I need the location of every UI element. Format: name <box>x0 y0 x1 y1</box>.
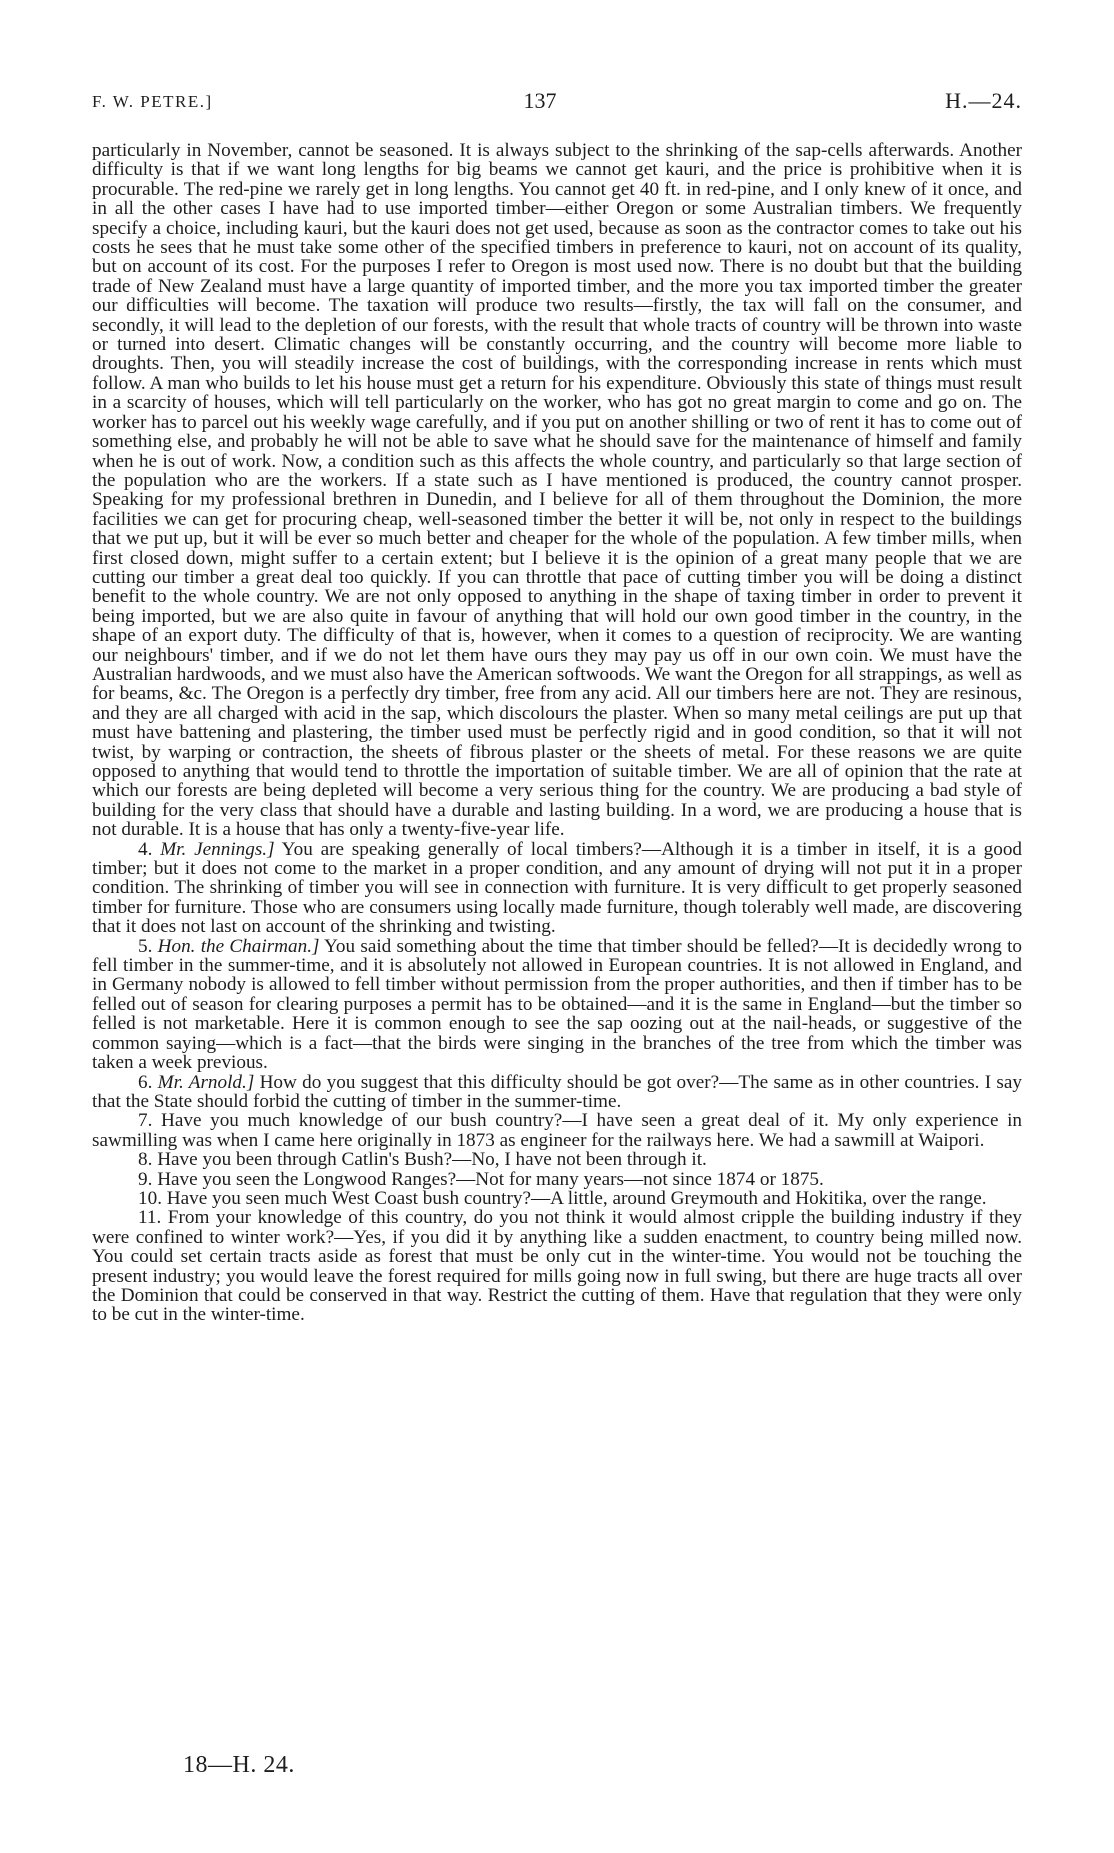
question-number: 11. <box>138 1207 162 1229</box>
question-number: 5. <box>138 935 153 957</box>
speaker-name: Mr. Jennings.] <box>160 838 275 860</box>
question-8 <box>92 1150 1022 1169</box>
question-text: You said something about the time that timber should be felled?—It is decidedly wrong to fell timber in the summer-time, and it is absolutely not allowed in European countries. It is not allowed in England, and in Germany nobody is allowed to fell timber without permission from the proper authorities, and then if timber has to be felled out of season for clearing purposes a permit has to be obtained—and it is the same in England—but the timber so felled is not marketable. Here it is common enough to see the sap oozing out at the nail-heads, or suggestive of the common saying—which is a fact—that the birds were singing in the branches of the tree from which the timber was taken a week previous. <box>92 935 1022 1074</box>
question-text: Have you seen the Longwood Ranges?—Not for many years—not since 1874 or 1875. <box>152 1168 824 1190</box>
question-number: 7. <box>138 1110 153 1132</box>
question-number: 10. <box>138 1187 162 1209</box>
question-text: You are speaking generally of local timbers?—Although it is a timber in itself, it is a good timber; but it does not come to the market in a proper condition, and any amount of drying will not put it in a proper condition. The shrinking of timber you will see in connection with furniture. It is very difficult to get properly seasoned timber for furniture. Those who are consumers using locally made furniture, though tolerably well made, are discovering that it does not last on account of the shrinking and twisting. <box>92 838 1023 938</box>
speaker-name: Mr. Arnold.] <box>157 1071 255 1093</box>
question-6 <box>92 1073 1022 1112</box>
signature-mark: 18—H. 24. <box>183 1752 295 1778</box>
question-text: Have you much knowledge of our bush country?—I have seen a great deal of it. My only experience in sawmilling was when I came here originally in 1873 as engineer for the railways here. We had a sawmill at Waipori. <box>92 1110 1022 1151</box>
question-4 <box>92 840 1022 937</box>
page-header <box>92 86 1022 118</box>
witness-name-header: F. W. PETRE.] <box>92 92 213 111</box>
question-10 <box>92 1189 1022 1208</box>
question-9 <box>92 1170 1022 1189</box>
question-5 <box>92 937 1022 1073</box>
page-number: 137 <box>523 88 557 113</box>
question-number: 4. <box>138 838 153 860</box>
question-number: 8. <box>138 1149 153 1171</box>
opening-paragraph: particularly in November, cannot be seasoned. It is always subject to the shrinking of the sap-cells afterwards. Another difficulty is that if we want long lengths for big beams we cannot get kauri, and the price is prohibitive when it is procurable. The red-pine we rarely get in long lengths. You cannot get 40 ft. in red-pine, and I only knew of it once, and in all the other cases I have had to use imported timber—either Oregon or some Australian timbers. We frequently specify a choice, including kauri, but the kauri does not get used, because as soon as the contractor comes to take out his costs he sees that he must take some other of the specified timbers in preference to kauri, not on account of its quality, but on account of its cost. For the purposes I refer to Oregon is most used now. There is no doubt but that the building trade of New Zealand must have a large quantity of imported timber, and the more you tax imported timber the greater our difficulties will become. The taxation will produce two results—firstly, the tax will fall on the consumer, and secondly, it will lead to the depletion of our forests, with the result that whole tracts of country will be thrown into waste or turned into desert. Climatic changes will be constantly occurring, and the country will become more liable to droughts. Then, you will steadily increase the cost of buildings, with the corresponding increase in rents which must follow. A man who builds to let his house must get a return for his expenditure. Obviously this state of things must result in a scarcity of houses, which will tell particularly on the worker, who has got no great margin to come and go on. The worker has to parcel out his weekly wage carefully, and if you put on another shilling or two of rent it has to come out of something else, and probably he will not be able to save what he should save for the maintenance of himself and family when he is out of work. Now, a condition such as this affects the whole country, and particularly so that large section of the population who are the workers. If a state such as I have mentioned is produced, the country cannot prosper. Speaking for my professional brethren in Dunedin, and I believe for all of them throughout the Dominion, the more facilities we can get for procuring cheap, well-seasoned timber the better it will be, not only in respect to the buildings that we put up, but it will be ever so much better and cheaper for the whole of the population. A few timber mills, when first closed down, might suffer to a certain extent; but I believe it is the opinion of a great many people that we are cutting our timber a great deal too quickly. If you can throttle that pace of cutting timber you will be doing a distinct benefit to the whole country. We are not only opposed to anything in the shape of taxing timber in order to prevent it being imported, but we are also quite in favour of anything that will hold our own good timber in the country, in the shape of an export duty. The difficulty of that is, however, when it comes to a question of reciprocity. We are wanting our neighbours' timber, and if we do not let them have ours they may pay us off in our own coin. We must have the Australian hardwoods, and we must also have the American softwoods. We want the Oregon for all strappings, as well as for beams, &c. The Oregon is a perfectly dry timber, free from any acid. All our timbers here are not. They are resinous, and they are all charged with acid in the sap, which discolours the plaster. When so many metal ceilings are put up that must have battening and plastering, the timber used must be perfectly rigid and in good condition, so that it will not twist, by warping or contraction, the sheets of fibrous plaster or the sheets of metal. For these reasons we are quite opposed to anything that would tend to throttle the importation of suitable timber. We are all of opinion that the rate at which our forests are being depleted will become a very serious thing for the country. We are producing a bad style of building for the very class that should have a durable and lasting building. In a word, we are producing a house that is not durable. It is a house that has only a twenty-five-year life. <box>92 140 1022 841</box>
question-7 <box>92 1111 1022 1150</box>
evidence-text <box>92 141 1022 1325</box>
question-text: From your knowledge of this country, do you not think it would almost cripple the building industry if they were confined to winter work?—Yes, if you did it by anything like a sudden enactment, to country being milled now. You could set certain tracts aside as forest that must be only cut in the winter-time. You would not be touching the present industry; you would leave the forest required for mills going now in full swing, but there are huge tracts all over the Dominion that could be conserved in that way. Restrict the cutting of them. Have that regulation that they were only to be cut in the winter-time. <box>92 1207 1022 1326</box>
question-text: Have you been through Catlin's Bush?—No, I have not been through it. <box>152 1149 707 1171</box>
paper-reference: H.—24. <box>945 88 1022 113</box>
speaker-name: Hon. the Chairman.] <box>157 935 320 957</box>
question-text: Have you seen much West Coast bush country?—A little, around Greymouth and Hokitika, over the range. <box>161 1187 987 1209</box>
question-11 <box>92 1208 1022 1324</box>
question-number: 6. <box>138 1071 153 1093</box>
question-text: How do you suggest that this difficulty should be got over?—The same as in other countries. I say that the State should forbid the cutting of timber in the summer-time. <box>92 1071 1022 1112</box>
question-number: 9. <box>138 1168 153 1190</box>
